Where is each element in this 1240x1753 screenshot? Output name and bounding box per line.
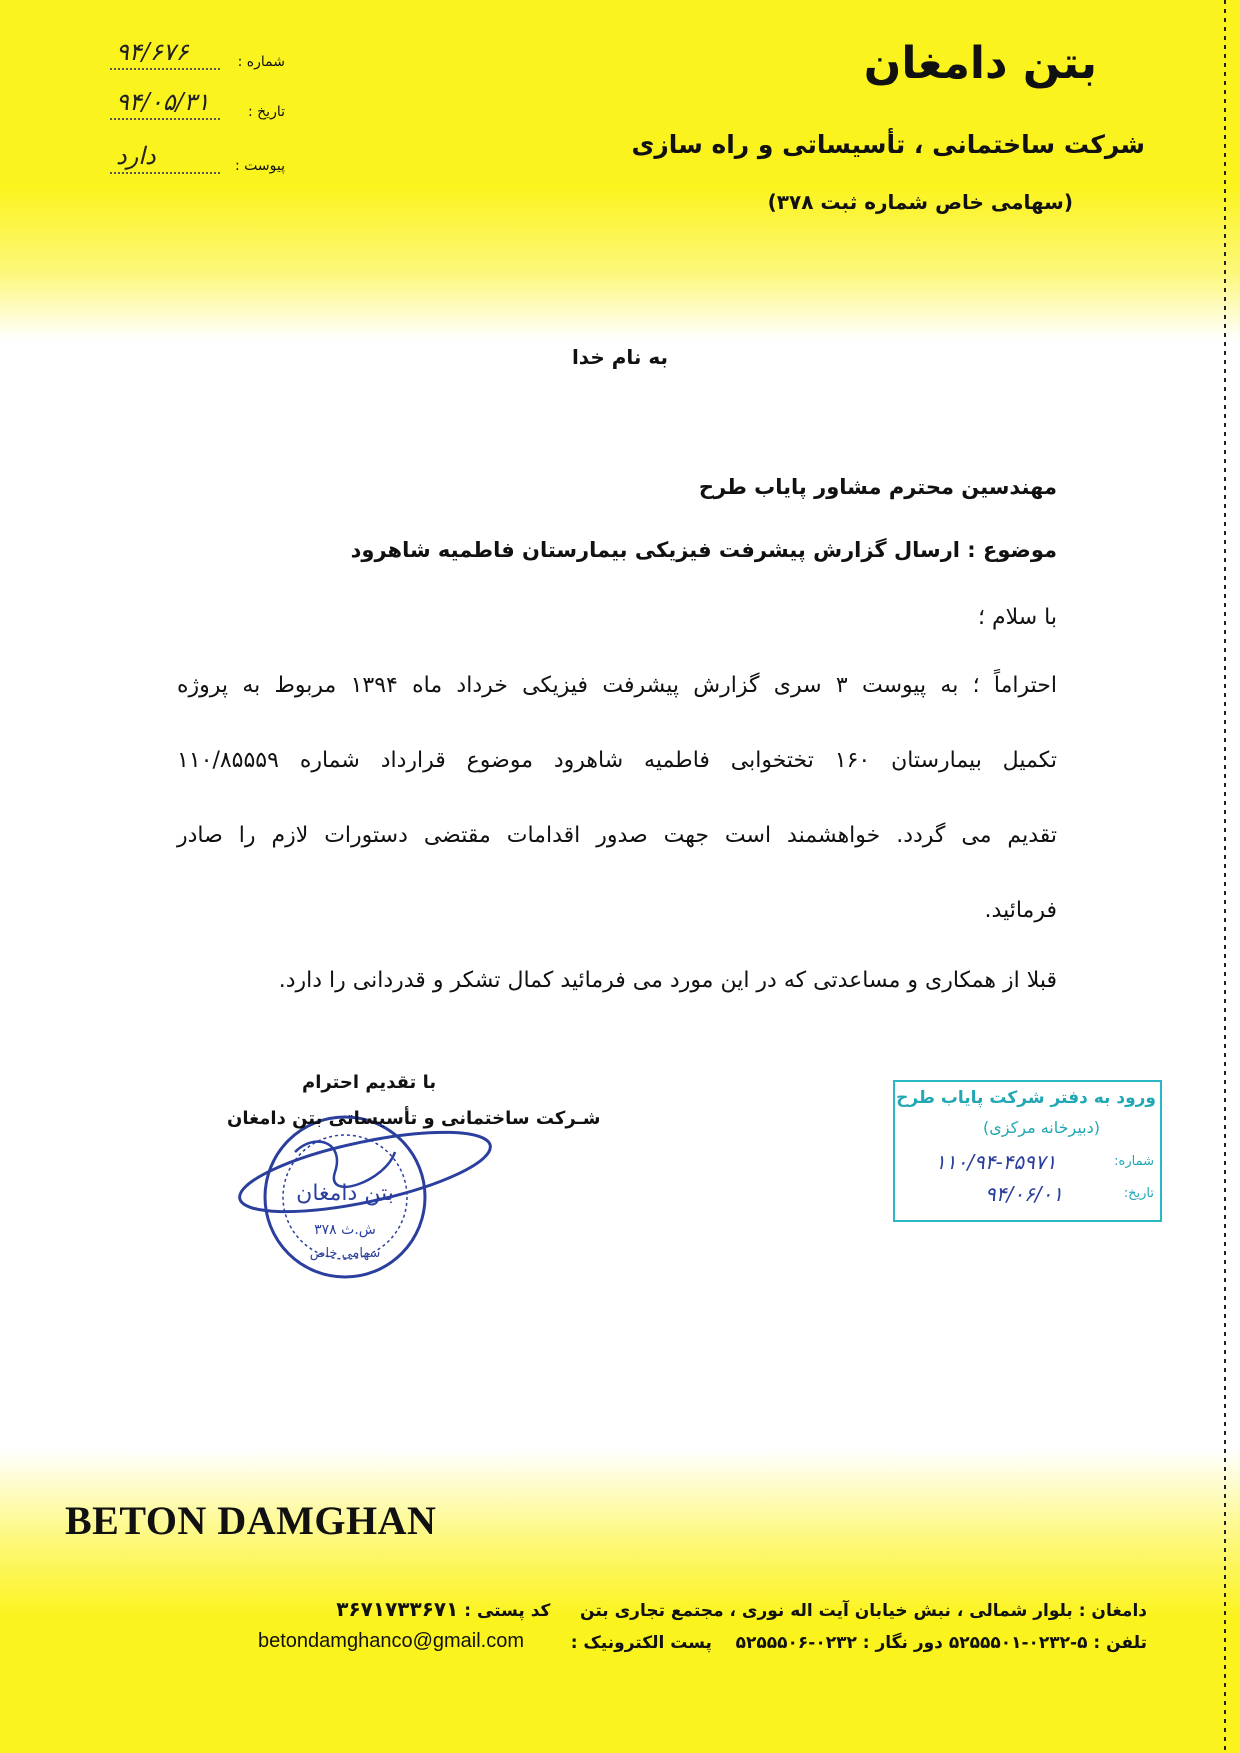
footer-postal-code: ۳۶۷۱۷۳۳۶۷۱ xyxy=(336,1597,459,1621)
body-line-1: احتراماً ؛ به پیوست ۳ سری گزارش پیشرفت فیزیکی خرداد ماه ۱۳۹۴ مربوط به پروژه xyxy=(177,673,1057,698)
receipt-stamp xyxy=(893,1080,1162,1222)
footer-postal-label: کد پستی : xyxy=(464,1601,551,1621)
footer-email-label: پست الکترونیک : xyxy=(570,1633,712,1653)
footer-phone: تلفن : ۵-۰۲۳۲-۵۲۵۵۵۰۱ دور نگار : ۰۲۳۲-۵۲۵۵۵۰۶ xyxy=(735,1633,1147,1653)
bismillah: به نام خدا xyxy=(571,345,669,369)
receipt-stamp-date-value: ۹۴/۰۶/۰۱ xyxy=(985,1182,1063,1206)
meta-number-label: شماره : xyxy=(237,54,285,70)
company-seal xyxy=(235,1112,495,1296)
signature-salutation: با تقدیم احترام xyxy=(302,1072,437,1093)
page-edge-line xyxy=(1224,0,1226,1753)
signature-company: شـرکت ساختمانی و تأسیساتی بتن دامغان xyxy=(227,1108,601,1129)
footer-contact-line xyxy=(571,1633,1147,1653)
meta-number-value: ۹۴/۶۷۶ xyxy=(116,38,189,66)
recipient: مهندسین محترم مشاور پایاب طرح xyxy=(698,475,1057,499)
footer-brand: BETON DAMGHAN xyxy=(65,1498,437,1543)
seal-text-mid: ش.ث ۳۷۸ xyxy=(314,1222,376,1238)
company-subtitle: شرکت ساختمانی ، تأسیساتی و راه سازی xyxy=(631,130,1145,159)
receipt-stamp-title: ورود به دفتر شرکت پایاب طرح xyxy=(896,1088,1156,1108)
meta-attachment-row xyxy=(110,142,285,176)
body-line-2: تکمیل بیمارستان ۱۶۰ تختخوابی فاطمیه شاهرود موضوع قرارداد شماره ۱۱۰/۸۵۵۵۹ xyxy=(177,748,1057,773)
meta-attachment-label: پیوست : xyxy=(235,158,285,174)
closing-sentence: قبلا از همکاری و مساعدتی که در این مورد می فرمائید کمال تشکر و قدردانی را دارد. xyxy=(278,968,1057,993)
meta-number-dotted-line xyxy=(110,68,220,70)
meta-date-value: ۹۴/۰۵/۳۱ xyxy=(116,88,210,116)
meta-attachment-dotted-line xyxy=(110,172,220,174)
body-line-4: فرمائید. xyxy=(984,898,1057,923)
seal-text-bottom: سهامی خاص xyxy=(309,1246,381,1261)
seal-text-top: بتن دامغان xyxy=(296,1181,394,1206)
meta-number-row xyxy=(110,38,285,72)
receipt-stamp-subtitle: (دبیرخانه مرکزی) xyxy=(983,1118,1100,1137)
meta-date-label: تاریخ : xyxy=(247,104,285,120)
receipt-stamp-number-label: شماره: xyxy=(1114,1154,1154,1169)
meta-date-row xyxy=(110,88,285,122)
meta-attachment-value: دارد xyxy=(116,142,156,170)
seal-graphic xyxy=(235,1112,495,1292)
company-registration: (سهامی خاص شماره ثبت ۳۷۸) xyxy=(767,190,1073,214)
meta-date-dotted-line xyxy=(110,118,220,120)
subject: موضوع : ارسال گزارش پیشرفت فیزیکی بیمارستان فاطمیه شاهرود xyxy=(350,538,1057,562)
company-name: بتن دامغان xyxy=(863,38,1097,89)
receipt-stamp-date-label: تاریخ: xyxy=(1123,1186,1154,1201)
receipt-stamp-number-value: ۱۱۰/۹۴-۴۵۹۷۱ xyxy=(935,1150,1057,1174)
body-line-3: تقدیم می گردد. خواهشمند است جهت صدور اقدامات مقتضی دستورات لازم را صادر xyxy=(177,823,1057,848)
footer-email[interactable]: betondamghanco@gmail.com xyxy=(258,1630,525,1652)
greeting: با سلام ؛ xyxy=(978,605,1057,630)
footer-address-line xyxy=(336,1597,1147,1621)
footer-address: دامغان : بلوار شمالی ، نبش خیابان آیت اله نوری ، مجتمع تجاری بتن xyxy=(580,1601,1147,1621)
